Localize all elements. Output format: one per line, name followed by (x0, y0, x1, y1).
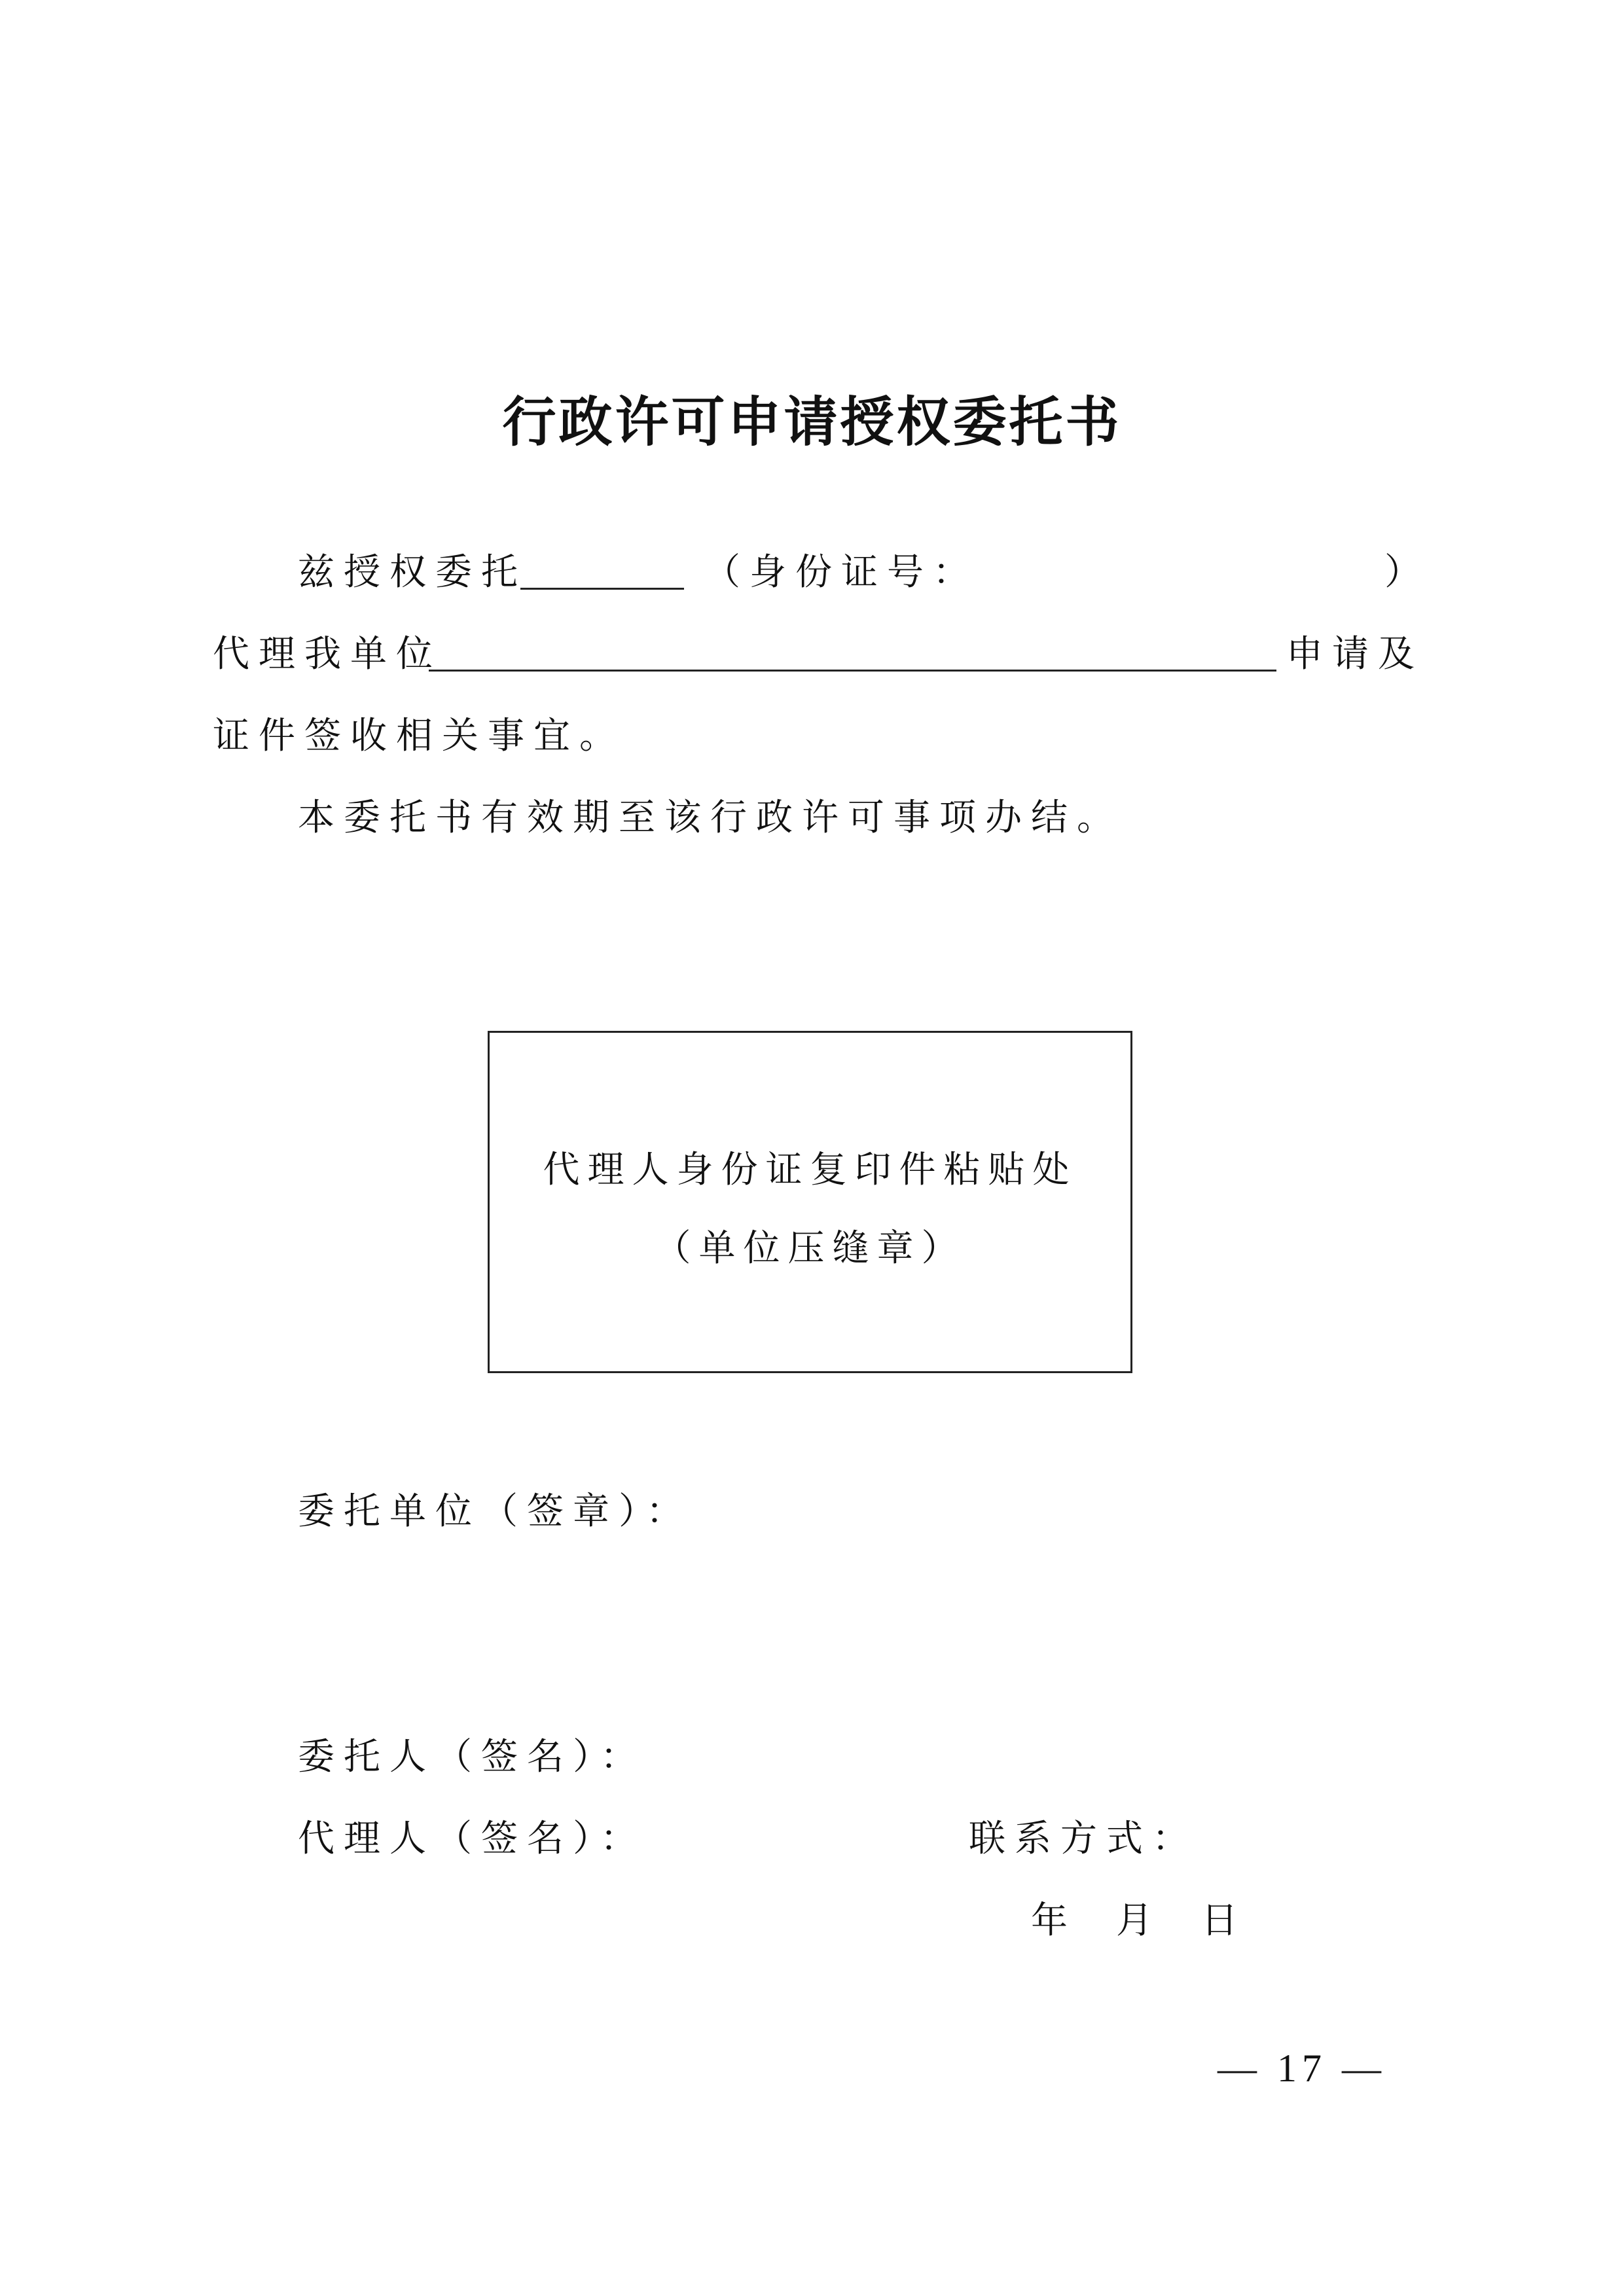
date-day: 日 (1201, 1899, 1247, 1942)
entrustor-signature-label: 委托人（签名）： (298, 1736, 646, 1778)
paste-box-seal-note: （单位压缝章） (654, 1227, 966, 1270)
contact-info-label: 联系方式： (969, 1818, 1198, 1860)
application-matter-blank (429, 670, 1276, 672)
para2-suffix: 申请及 (1286, 633, 1424, 675)
date-year: 年 (1031, 1899, 1077, 1942)
para2-prefix: 代理我单位 (213, 633, 442, 675)
validity-statement: 本委托书有效期至该行政许可事项办结。 (298, 797, 1123, 839)
para3-text: 证件签收相关事宜。 (213, 715, 625, 757)
page-number: — 17 — (1218, 2047, 1386, 2090)
agent-signature-label: 代理人（签名）： (298, 1818, 646, 1860)
entrusting-unit-signature-label: 委托单位（签章）： (298, 1490, 692, 1533)
id-number-label: （身份证号： (704, 551, 979, 594)
document-title: 行政许可申请授权委托书 (502, 391, 1122, 454)
entrustee-name-blank (520, 588, 684, 590)
date-month: 月 (1116, 1899, 1162, 1942)
id-copy-paste-box (488, 1031, 1132, 1373)
id-number-close-paren: ） (1384, 551, 1430, 594)
para1-prefix: 兹授权委托 (298, 551, 527, 594)
paste-box-label: 代理人身份证复印件粘贴处 (543, 1149, 1077, 1191)
